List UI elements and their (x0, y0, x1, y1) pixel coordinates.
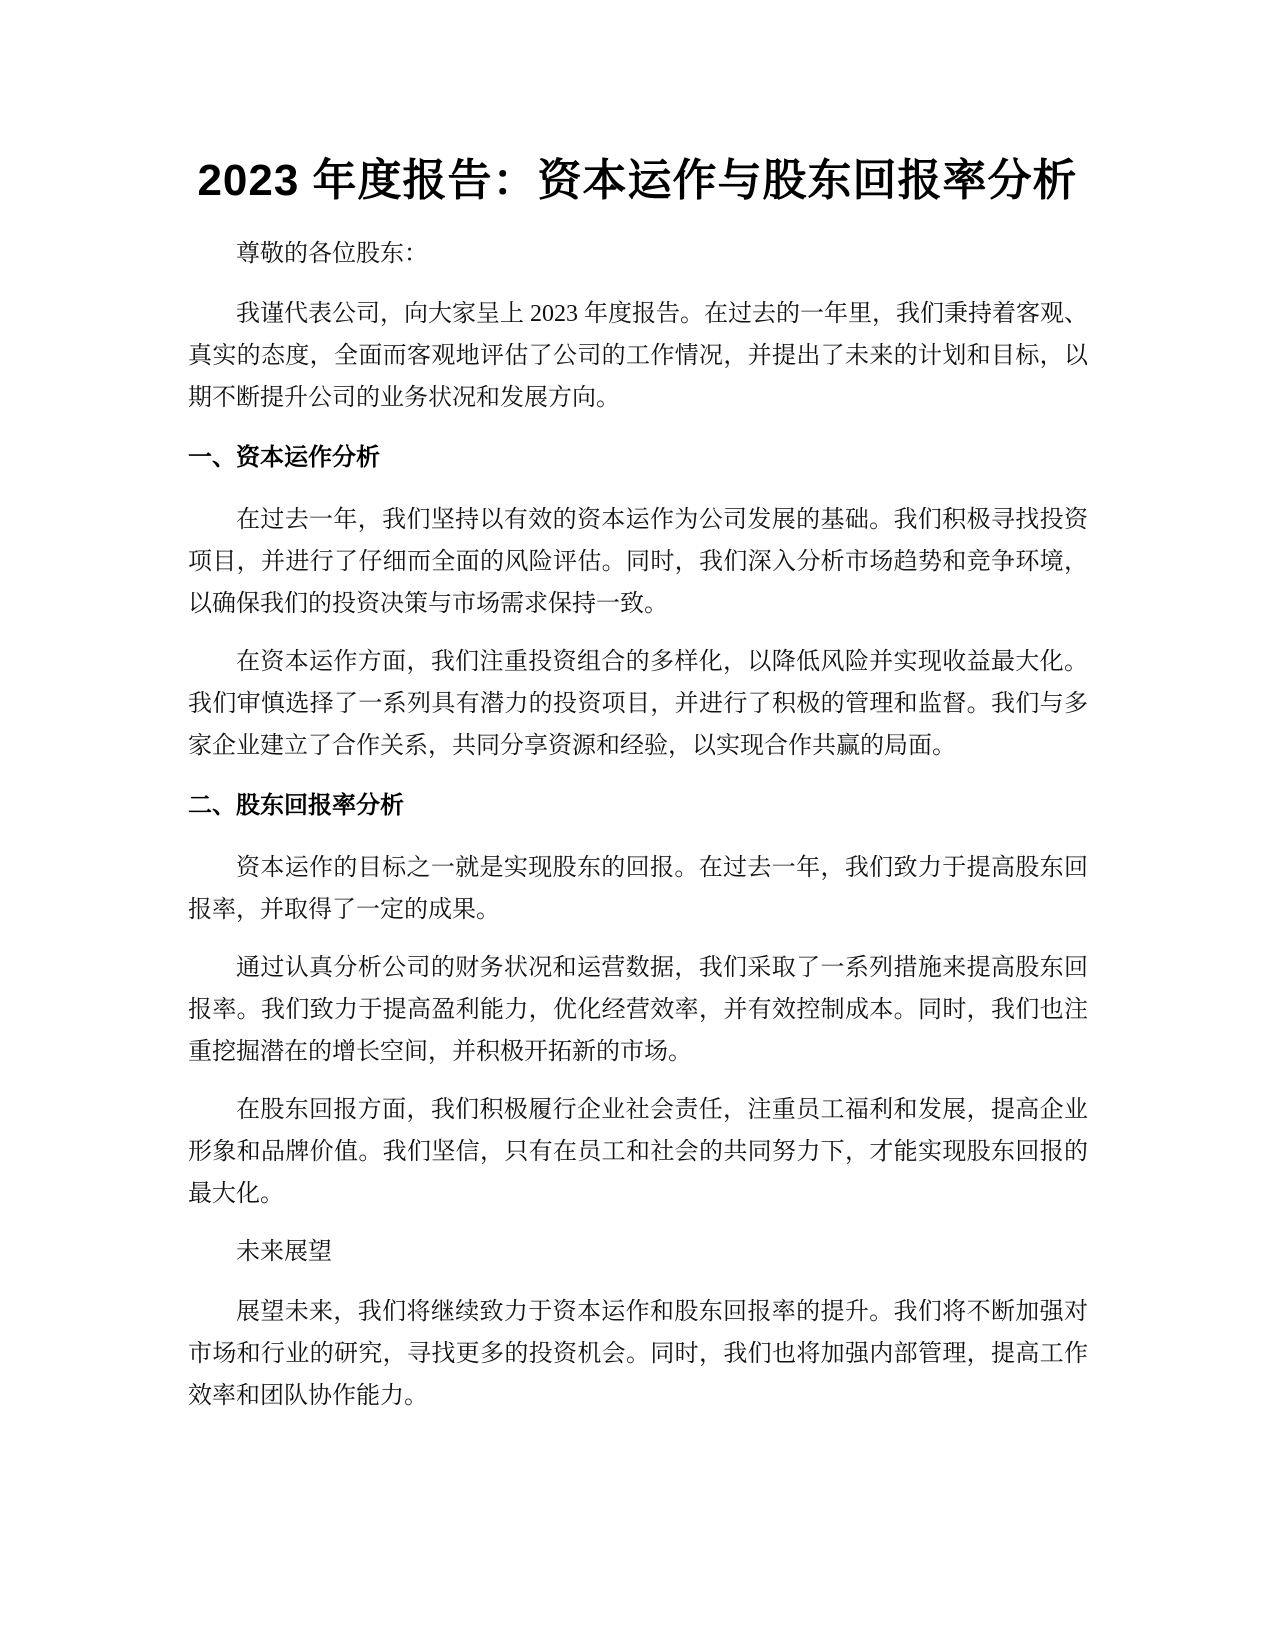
section-1-paragraph-1: 在过去一年，我们坚持以有效的资本运作为公司发展的基础。我们积极寻找投资项目，并进行了仔细而全面的风险评估。同时，我们深入分析市场趋势和竞争环境，以确保我们的投资决策与市场需求保持一致。 (188, 507, 1088, 617)
salutation: 尊敬的各位股东： (236, 241, 428, 267)
section-2-paragraph-2: 通过认真分析公司的财务状况和运营数据，我们采取了一系列措施来提高股东回报率。我们致力于提高盈利能力，优化经营效率，并有效控制成本。同时，我们也注重挖掘潜在的增长空间，并积极开拓新的市场。 (188, 955, 1088, 1065)
section-1-heading: 一、资本运作分析 (188, 444, 380, 471)
outlook-paragraph: 展望未来，我们将继续致力于资本运作和股东回报率的提升。我们将不断加强对市场和行业的研究，寻找更多的投资机会。同时，我们也将加强内部管理，提高工作效率和团队协作能力。 (188, 1299, 1088, 1409)
section-1-paragraph-2: 在资本运作方面，我们注重投资组合的多样化，以降低风险并实现收益最大化。我们审慎选择了一系列具有潜力的投资项目，并进行了积极的管理和监督。我们与多家企业建立了合作关系，共同分享资源和经验，以实现合作共赢的局面。 (188, 649, 1088, 759)
intro-paragraph: 我谨代表公司，向大家呈上 2023 年度报告。在过去的一年里，我们秉持着客观、真实的态度，全面而客观地评估了公司的工作情况，并提出了未来的计划和目标，以期不断提升公司的业务状况和发展方向。 (188, 301, 1088, 411)
outlook-heading: 未来展望 (236, 1239, 332, 1265)
document-title: 2023 年度报告：资本运作与股东回报率分析 (197, 156, 1078, 205)
section-2-paragraph-1: 资本运作的目标之一就是实现股东的回报。在过去一年，我们致力于提高股东回报率，并取得了一定的成果。 (188, 855, 1088, 923)
section-2-paragraph-3: 在股东回报方面，我们积极履行企业社会责任，注重员工福利和发展，提高企业形象和品牌价值。我们坚信，只有在员工和社会的共同努力下，才能实现股东回报的最大化。 (188, 1097, 1088, 1207)
section-2-heading: 二、股东回报率分析 (188, 792, 404, 819)
